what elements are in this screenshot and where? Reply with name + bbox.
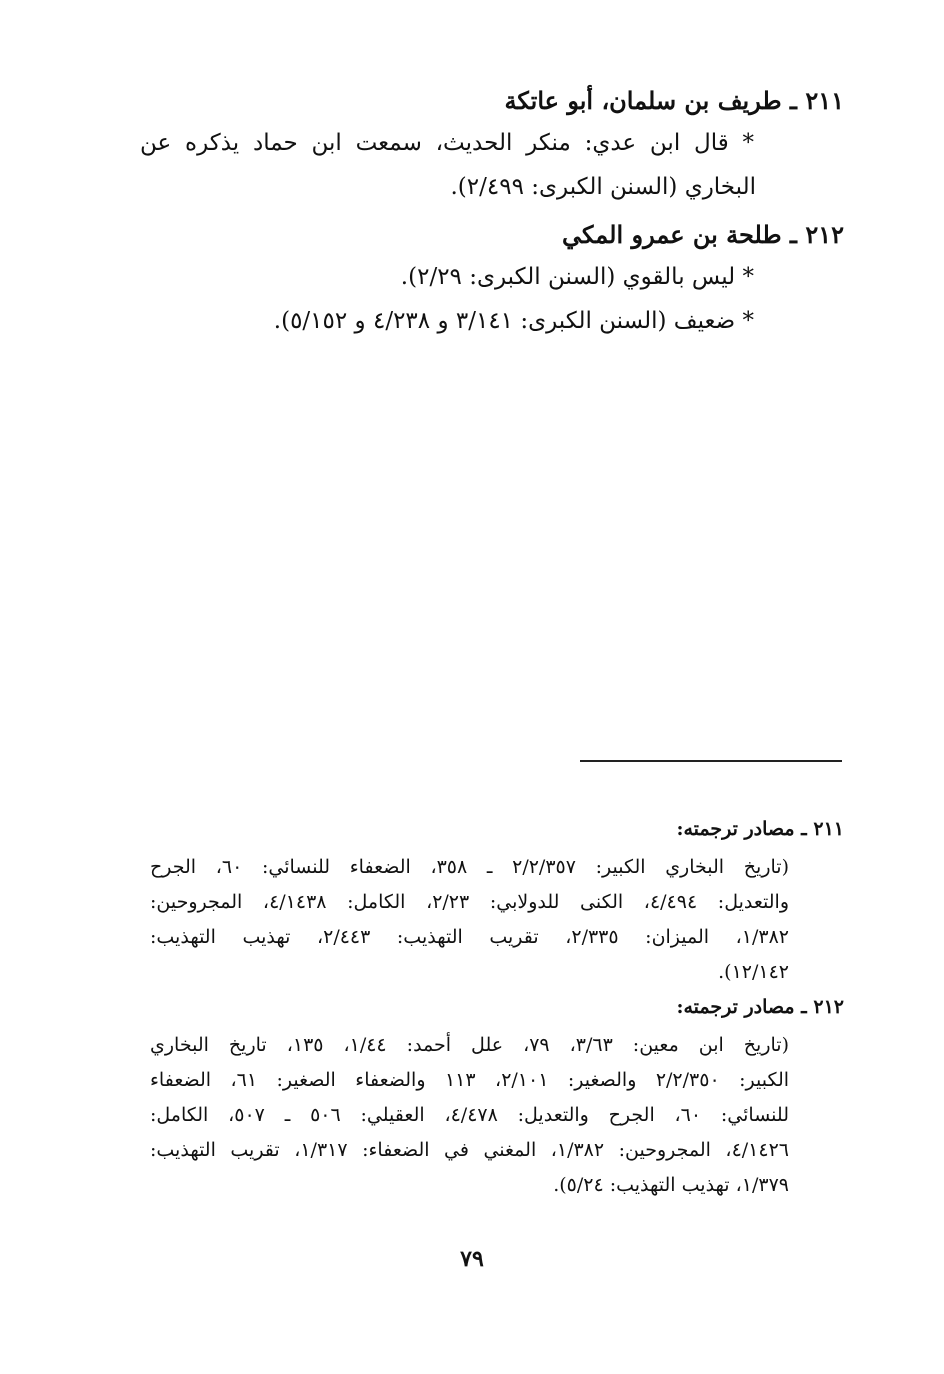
- footnote-211-line-2: والتعديل: ٤/٤٩٤، الكنى للدولابي: ٢/٢٣، الكامل: ٤/١٤٣٨، المجروحين:: [150, 891, 789, 913]
- footnote-212-line-5: ١/٣٧٩، تهذيب التهذيب: ٥/٢٤).: [553, 1174, 789, 1196]
- entry-212-heading: ٢١٢ ـ طلحة بن عمرو المكي: [562, 220, 844, 249]
- footnote-212-line-1: (تاريخ ابن معين: ٣/٦٣، ٧٩، علل أحمد: ١/٤٤، ١٣٥، تاريخ البخاري: [150, 1034, 790, 1056]
- entry-211-line-1: * قال ابن عدي: منكر الحديث، سمعت ابن حماد يذكره عن: [140, 130, 754, 156]
- footnote-212-line-4: ٤/١٤٢٦، المجروحين: ١/٣٨٢، المغني في الضعفاء: ١/٣١٧، تقريب التهذيب:: [150, 1139, 789, 1161]
- footnote-separator: [580, 760, 842, 762]
- footnote-211-line-1: (تاريخ البخاري الكبير: ٢/٢/٣٥٧ ـ ٣٥٨، الضعفاء للنسائي: ٦٠، الجرح: [150, 856, 789, 878]
- footnote-212-heading: ٢١٢ ـ مصادر ترجمته:: [676, 996, 844, 1018]
- footnote-211-line-3: ١/٣٨٢، الميزان: ٢/٣٣٥، تقريب التهذيب: ٢/٤٤٣، تهذيب التهذيب:: [150, 926, 789, 948]
- entry-211-line-2: البخاري (السنن الكبرى: ٢/٤٩٩).: [450, 174, 756, 200]
- footnote-211-line-4: ١٢/١٤٢).: [718, 961, 789, 983]
- page-number: ٧٩: [460, 1246, 484, 1272]
- entry-212-line-2: * ضعيف (السنن الكبرى: ٣/١٤١ و ٤/٢٣٨ و ٥/١٥٢).: [273, 308, 754, 334]
- footnote-212-line-2: الكبير: ٢/٢/٣٥٠ والصغير: ٢/١٠١، ١١٣ والضعفاء الصغير: ٦١، الضعفاء: [150, 1069, 790, 1091]
- entry-212-line-1: * ليس بالقوي (السنن الكبرى: ٢/٢٩).: [400, 264, 754, 290]
- footnote-211-heading: ٢١١ ـ مصادر ترجمته:: [676, 818, 844, 840]
- entry-211-heading: ٢١١ ـ طريف بن سلمان، أبو عاتكة: [504, 86, 844, 115]
- footnote-212-line-3: للنسائي: ٦٠، الجرح والتعديل: ٤/٤٧٨، العقيلي: ٥٠٦ ـ ٥٠٧، الكامل:: [150, 1104, 789, 1126]
